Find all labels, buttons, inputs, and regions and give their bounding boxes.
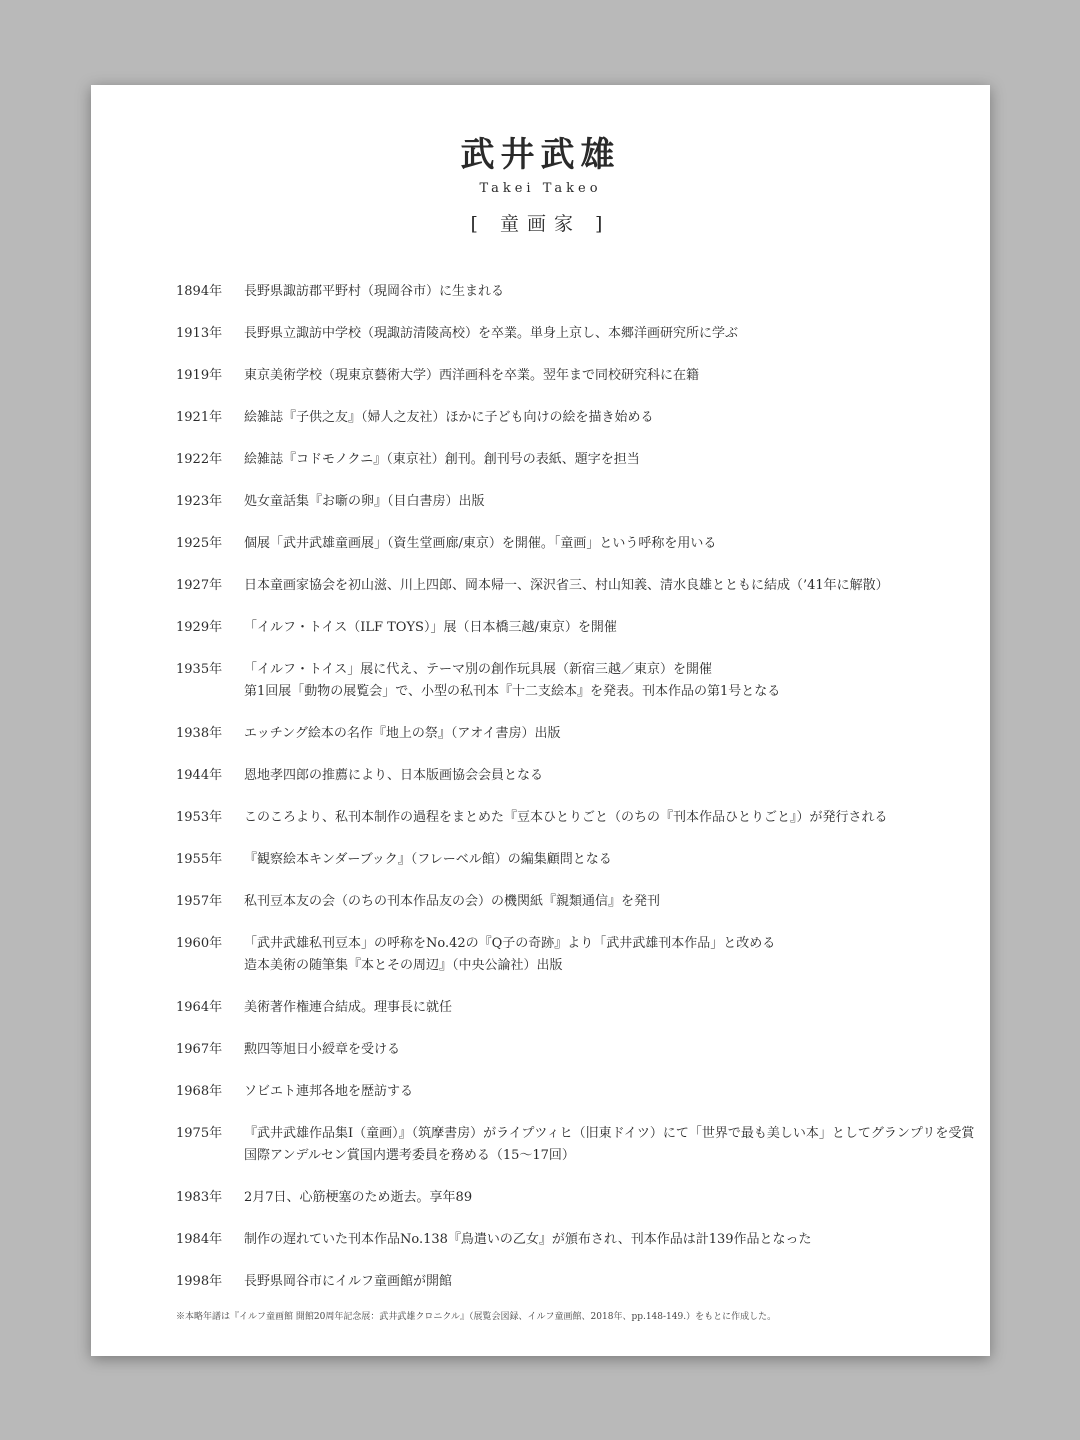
timeline-event-text: 絵雑誌『コドモノクニ』（東京社）創刊。創刊号の表紙、題字を担当 [244,452,640,467]
timeline-entry [176,449,966,471]
timeline-entry [176,659,966,703]
timeline-events [244,1039,966,1061]
timeline-year: 1935年 [176,662,223,677]
timeline-year: 1998年 [176,1274,223,1289]
timeline-events [244,1081,966,1103]
timeline-events [244,617,966,639]
timeline-entry [176,491,966,513]
timeline-list [176,281,975,1313]
timeline-events [244,933,966,977]
timeline-year: 1919年 [176,368,223,383]
timeline-events [244,723,966,745]
timeline-year: 1964年 [176,1000,223,1015]
timeline-event-text: 長野県立諏訪中学校（現諏訪清陵高校）を卒業。単身上京し、本郷洋画研究所に学ぶ [244,326,739,341]
timeline-entry [176,1123,975,1167]
timeline-event-text: エッチング絵本の名作『地上の祭』（アオイ書房）出版 [244,726,561,741]
footnote: ※本略年譜は『イルフ童画館 開館20周年記念展：武井武雄クロニクル』（展覧会図録、イルフ童画館、2018年、pp.148-149.）をもとに作成した。 [176,1312,777,1322]
timeline-entry [176,723,966,745]
timeline-year: 1957年 [176,894,223,909]
timeline-year: 1984年 [176,1232,223,1247]
timeline-year: 1894年 [176,284,223,299]
timeline-entry [176,997,966,1019]
timeline-events [244,807,966,829]
timeline-entry [176,849,966,871]
timeline-event-text: 美術著作権連合結成。理事長に就任 [244,1000,453,1015]
timeline-entry [176,933,966,977]
timeline-year: 1968年 [176,1084,223,1099]
timeline-entry [176,323,966,345]
timeline-event-text: 制作の遅れていた刊本作品No.138『鳥遣いの乙女』が頒布され、刊本作品は計139作品となった [244,1232,812,1247]
timeline-event-text: 勲四等旭日小綬章を受ける [244,1042,401,1057]
timeline-entry [176,1039,966,1061]
timeline-event-text: 「イルフ・トイス（ILF TOYS）」展（日本橋三越/東京）を開催 [244,620,617,635]
timeline-event-text: 東京美術学校（現東京藝術大学）西洋画科を卒業。翌年まで同校研究科に在籍 [244,368,700,383]
timeline-entry [176,617,966,639]
timeline-entry [176,1229,966,1251]
timeline-event-text: 『観察絵本キンダーブック』（フレーベル館）の編集顧問となる [244,852,612,867]
timeline-events [244,849,966,871]
timeline-entry [176,407,966,429]
romanized-name: Takei Takeo [479,181,602,196]
timeline-events [244,997,966,1019]
timeline-entry [176,1081,966,1103]
timeline-year: 1960年 [176,936,223,951]
timeline-event-text: 絵雑誌『子供之友』（婦人之友社）ほかに子ども向けの絵を描き始める [244,410,654,425]
timeline-entry [176,807,966,829]
timeline-event-text: 個展「武井武雄童画展」（資生堂画廊/東京）を開催。「童画」という呼称を用いる [244,536,717,551]
timeline-events [244,323,966,345]
chronology-sheet [91,85,990,1356]
role-label: [ 童画家 ] [470,213,611,235]
timeline-event-text: 『武井武雄作品集Ⅰ（童画）』（筑摩書房）がライプツィヒ（旧東ドイツ）にて「世界で最も美しい本」としてグランプリを受賞 [244,1126,975,1141]
timeline-entry [176,765,966,787]
timeline-year: 1953年 [176,810,223,825]
timeline-events [244,1123,974,1167]
timeline-events [244,533,966,555]
timeline-year: 1922年 [176,452,223,467]
timeline-event-text: 処女童話集『お噺の卵』（目白書房）出版 [244,494,485,509]
timeline-year: 1938年 [176,726,223,741]
timeline-events [244,1229,966,1251]
timeline-year: 1975年 [176,1126,223,1141]
timeline-year: 1921年 [176,410,223,425]
timeline-entry [176,365,966,387]
timeline-events [244,765,966,787]
timeline-event-text: 2月7日、心筋梗塞のため逝去。享年89 [244,1190,473,1205]
timeline-year: 1944年 [176,768,223,783]
timeline-events [244,365,966,387]
timeline-year: 1929年 [176,620,223,635]
timeline-event-text: 国際アンデルセン賞国内選考委員を務める（15～17回） [244,1148,575,1163]
timeline-entry [176,891,966,913]
timeline-events [244,1187,966,1209]
timeline-events [244,659,966,703]
timeline-year: 1983年 [176,1190,223,1205]
timeline-event-text: 私刊豆本友の会（のちの刊本作品友の会）の機関紙『親類通信』を発刊 [244,894,661,909]
timeline-events [244,407,966,429]
timeline-event-text: このころより、私刊本制作の過程をまとめた『豆本ひとりごと（のちの『刊本作品ひとりごと』）が発行される [244,810,888,825]
page-title: 武井武雄 [460,135,621,175]
timeline-year: 1923年 [176,494,223,509]
timeline-event-text: 第1回展「動物の展覧会」で、小型の私刊本『十二支絵本』を発表。刊本作品の第1号となる [244,684,781,699]
timeline-year: 1967年 [176,1042,223,1057]
timeline-entry [176,1271,966,1293]
timeline-event-text: 恩地孝四郎の推薦により、日本版画協会会員となる [244,768,544,783]
timeline-entry [176,533,966,555]
timeline-events [244,449,966,471]
timeline-event-text: 長野県諏訪郡平野村（現岡谷市）に生まれる [244,284,505,299]
timeline-event-text: ソビエト連邦各地を歴訪する [244,1084,414,1099]
timeline-year: 1955年 [176,852,223,867]
timeline-events [244,891,966,913]
timeline-events [244,1271,966,1293]
timeline-event-text: 日本童画家協会を初山滋、川上四郎、岡本帰一、深沢省三、村山知義、清水良雄とともに結成（’41年に解散） [244,578,889,593]
timeline-events [244,575,966,597]
timeline-entry [176,575,966,597]
timeline-event-text: 「武井武雄私刊豆本」の呼称をNo.42の『Q子の奇跡』より「武井武雄刊本作品」と改める [244,936,776,951]
timeline-event-text: 長野県岡谷市にイルフ童画館が開館 [244,1274,453,1289]
timeline-event-text: 造本美術の随筆集『本とその周辺』（中央公論社）出版 [244,958,563,973]
timeline-entry [176,281,966,303]
timeline-event-text: 「イルフ・トイス」展に代え、テーマ別の創作玩具展（新宿三越／東京）を開催 [244,662,713,677]
timeline-entry [176,1187,966,1209]
timeline-year: 1913年 [176,326,223,341]
timeline-year: 1925年 [176,536,223,551]
timeline-events [244,491,966,513]
timeline-events [244,281,966,303]
timeline-year: 1927年 [176,578,223,593]
